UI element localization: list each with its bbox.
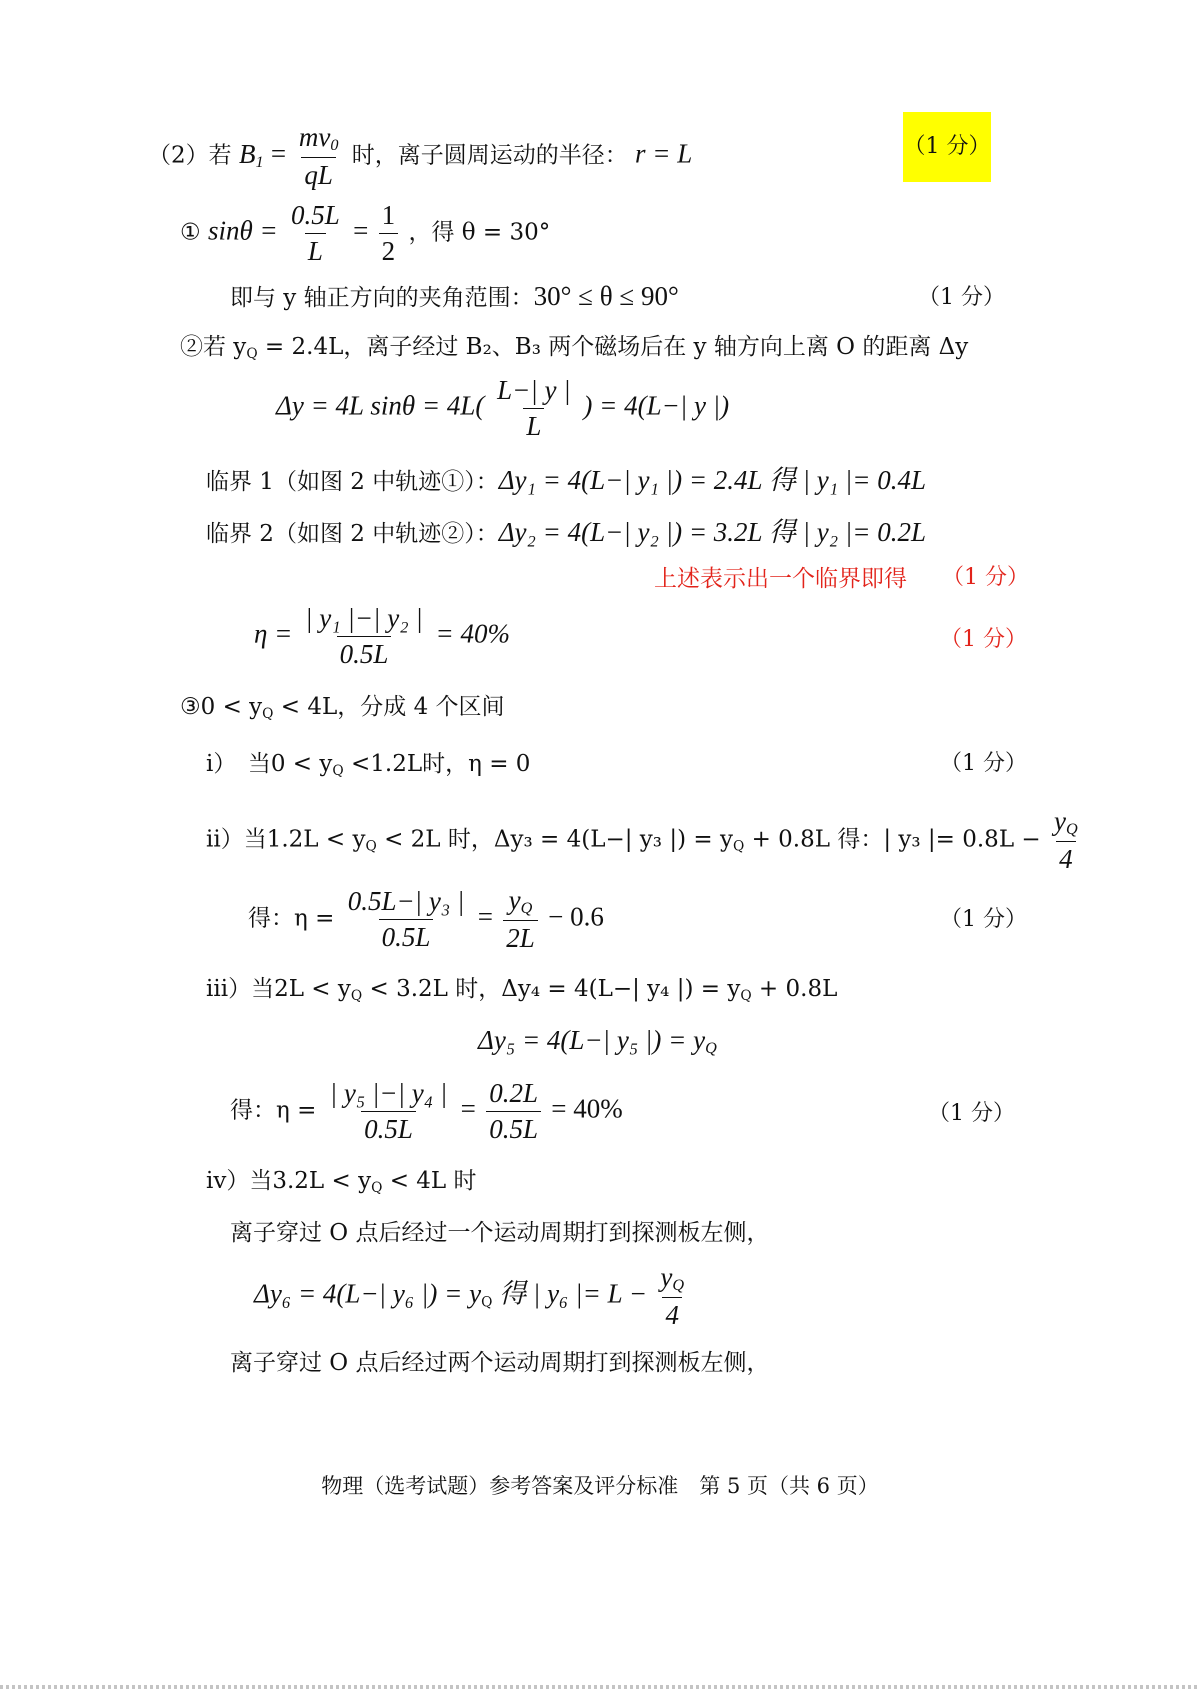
case-iv-p2: 离子穿过 O 点后经过两个运动周期打到探测板左侧， bbox=[230, 1350, 770, 1376]
part2-line: （2）若 $B_1$ = $\frac{mv_0}{qL}$ 时，离子圆周运动的半径： r = L bbox=[148, 122, 693, 190]
case-ii-frac: $\frac{y_Q}{4}$ bbox=[1053, 806, 1078, 874]
step1-result: ，得 θ = 30° bbox=[408, 219, 551, 246]
case-iii-result: 得：η = $\frac{\text{| y₅ |−| y₄ |}}{0.5L}$ = $\frac{0.2L}{0.5L}$ = 40% bbox=[230, 1078, 623, 1144]
step2-eq-frac: $\frac{L-| y |}{L}$ bbox=[497, 375, 571, 441]
case-iii-score: （1 分） bbox=[928, 1101, 1015, 1126]
page-footer: 物理（选考试题）参考答案及评分标准 第 5 页（共 6 页） bbox=[321, 1474, 879, 1498]
case-iv-eq: Δy₆ = 4(L−| y₆ |) = $y_Q$ 得 | y₆ |= L − $\frac{y_Q}{4}$ bbox=[254, 1262, 685, 1330]
part2-label: （2）若 bbox=[148, 142, 232, 169]
case-iv: iv）当$3.2L < y_Q < 4L$ 时 bbox=[206, 1168, 477, 1196]
case-i-score: （1 分） bbox=[940, 751, 1027, 776]
case-ii-result: 得：η = $\frac{\text{0.5L−| y₃ |}}{0.5L}$ = $\frac{y_Q}{2L}$ − 0.6 bbox=[248, 885, 604, 953]
step1-lhs: sinθ = bbox=[207, 215, 278, 246]
case-ii: ii）当$1.2L < y_Q < 2L$ 时，Δy₃ = 4(L−| y₃ |) = $y_Q + 0.8L$ 得：| y₃ |= 0.8L − $\frac{y_Q}{4}$ bbox=[206, 806, 1084, 875]
case-ii-score: （1 分） bbox=[940, 907, 1027, 932]
radius-eq: r = L bbox=[635, 138, 693, 169]
step2-intro: ②若 $y_Q = 2.4L$，离子经过 B₂、B₃ 两个磁场后在 y 轴方向上离 O 的距离 Δy bbox=[180, 334, 969, 362]
part2-score: （1 分） bbox=[903, 112, 991, 182]
step1-frac1: $\frac{0.5L}{L}$ bbox=[291, 200, 340, 266]
red-note: 上述表示出一个临界即得 bbox=[654, 566, 907, 592]
step1-range: 即与 y 轴正方向的夹角范围：30° ≤ θ ≤ 90° bbox=[230, 281, 679, 311]
step3-intro: ③0 < $y_Q < 4L$，分成 4 个区间 bbox=[180, 694, 505, 722]
critical-2: 临界 2（如图 2 中轨迹②）：Δy₂ = 4(L−| y₂ |) = 3.2L 得 | y₂ |= 0.2L bbox=[206, 517, 927, 547]
critical-1: 临界 1（如图 2 中轨迹①）：Δy₁ = 4(L−| y₁ |) = 2.4L 得 | y₁ |= 0.4L bbox=[206, 465, 927, 495]
case-iii-eq2: Δy₅ = 4(L−| y₅ |) = $y_Q$ bbox=[478, 1025, 717, 1057]
step1-frac2: $\frac{1}{2}$ bbox=[379, 200, 399, 267]
step2-equation: Δy = 4L sinθ = 4L( $\frac{L-| y |}{L}$ ) = 4(L−| y |) bbox=[276, 375, 730, 441]
step1-marker: ① bbox=[180, 219, 201, 246]
step1-score: （1 分） bbox=[918, 285, 1005, 310]
step2-eta-score: （1 分） bbox=[940, 627, 1027, 652]
step1-line: ① sinθ = $\frac{0.5L}{L}$ = $\frac{1}{2}$ ，得 θ = 30° bbox=[180, 200, 551, 266]
scan-artifact bbox=[0, 1685, 1200, 1689]
case-iii: iii）当$2L < y_Q < 3.2L$ 时，Δy₄ = 4(L−| y₄ |) = $y_Q + 0.8L$ bbox=[206, 976, 838, 1004]
b1-symbol: $B_1$ bbox=[238, 138, 264, 171]
red-note-score: （1 分） bbox=[942, 565, 1029, 590]
case-i: i） 当$0 < y_Q <1.2L$时，η = 0 bbox=[206, 751, 531, 779]
step2-eta: η = $\frac{\text{| y₁ |−| y₂ |}}{0.5L}$ = 40% bbox=[254, 603, 510, 669]
case-iv-p1: 离子穿过 O 点后经过一个运动周期打到探测板左侧， bbox=[230, 1220, 770, 1246]
b1-fraction: $\frac{mv_0}{qL}$ bbox=[298, 122, 339, 190]
part2-text: 时，离子圆周运动的半径： bbox=[351, 142, 628, 169]
